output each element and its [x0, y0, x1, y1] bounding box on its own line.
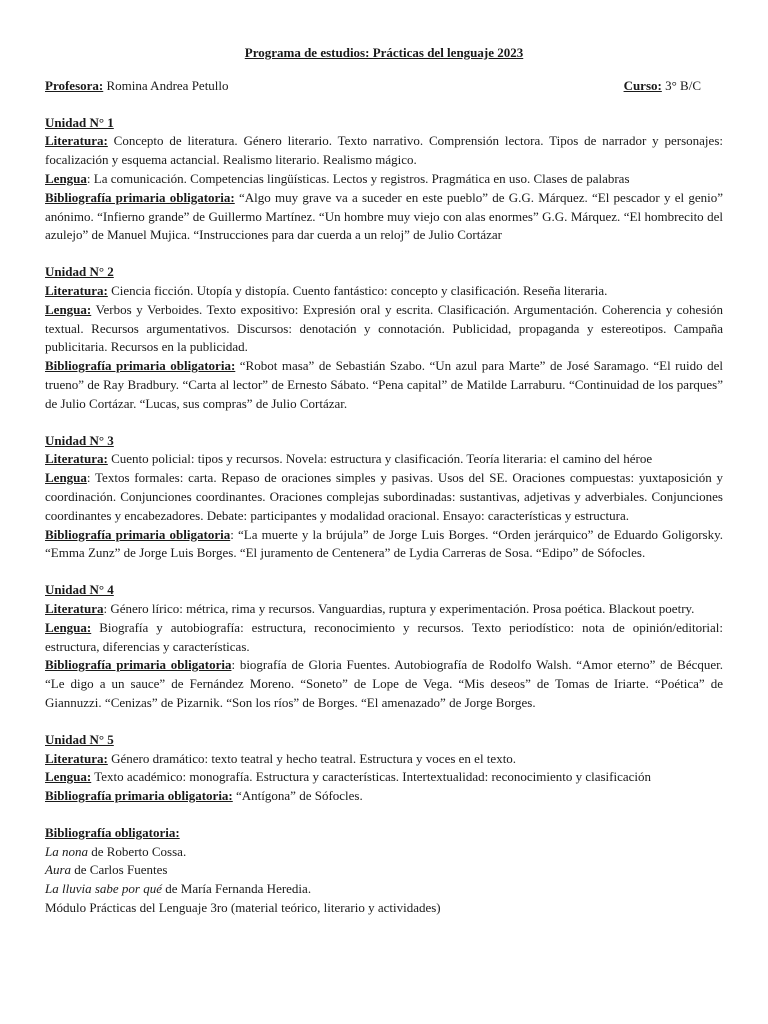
bibliografia-label: Bibliografía primaria obligatoria: [45, 788, 233, 804]
literatura-label: Literatura: [45, 133, 108, 149]
unit-5 [45, 731, 723, 806]
unit-lengua [45, 469, 723, 525]
curso-line [624, 77, 701, 96]
bibliography-item [45, 880, 723, 899]
unit-title: Unidad N° 2 [45, 264, 114, 280]
literatura-label: Literatura: [45, 282, 108, 298]
curso-value: 3° B/C [661, 77, 701, 93]
lengua-text: Verbos y Verboides. Texto expositivo: Expresión oral y escrita. Clasificación. Argumentación. Coherencia y cohesión textual. Recursos argumentativos. Discursos: denotación y connotación. Publicidad, propaganda y estereotipos. Campaña publicitaria. Recursos en la publicidad. [45, 301, 723, 355]
bibliography-author: de Roberto Cossa. [87, 843, 187, 859]
unit-bibliografia [45, 787, 723, 806]
bibliography-item [45, 843, 723, 862]
profesora-line [45, 77, 229, 96]
bibliography-modulo: Módulo Prácticas del Lenguaje 3ro (material teórico, literario y actividades) [45, 900, 441, 916]
bibliografia-label: Bibliografía primaria obligatoria: [45, 358, 236, 374]
literatura-text: Ciencia ficción. Utopía y distopía. Cuento fantástico: concepto y clasificación. Reseña literaria. [107, 282, 608, 298]
bibliography-item [45, 861, 723, 880]
unit-3 [45, 432, 723, 564]
literatura-text: Concepto de literatura. Género literario. Texto narrativo. Comprensión lectora. Tipos de narrador y personajes: focalización y esquema actancial. Realismo literario. Realismo mágico. [45, 133, 723, 168]
bibliografia-text: “Algo muy grave va a suceder en este pueblo” de G.G. Márquez. “El pescador y el genio” anónimo. “Infierno grande” de Guillermo Martínez. “Un hombre muy viejo con alas enormes” G.G. Márquez. “El hombrecito del azulejo” de Manuel Mujica. “Instrucciones para dar cuerda a un reloj” de Julio Cortázar [45, 189, 724, 243]
unit-literatura [45, 750, 723, 769]
unit-bibliografia [45, 189, 723, 245]
unit-title: Unidad N° 3 [45, 432, 114, 448]
unit-literatura [45, 600, 723, 619]
bibliografia-text: “Robot masa” de Sebastián Szabo. “Un azul para Marte” de José Saramago. “El ruido del trueno” de Ray Bradbury. “Carta al lector” de Ernesto Sábato. “Pena capital” de Matilde Larraburu. “Continuidad de los parques” de Julio Cortázar. “Lucas, sus compras” de Julio Cortázar. [45, 358, 724, 411]
unit-title: Unidad N° 5 [45, 731, 114, 747]
unit-title: Unidad N° 4 [45, 582, 114, 598]
profesora-value: Romina Andrea Petullo [103, 77, 229, 93]
unit-bibliografia [45, 526, 723, 564]
unit-lengua [45, 170, 723, 189]
unit-bibliografia [45, 357, 723, 413]
bibliography-work: La nona [45, 843, 88, 859]
lengua-text: Texto académico: monografía. Estructura y características. Intertextualidad: reconocimiento y clasificación [91, 769, 652, 785]
literatura-text: Cuento policial: tipos y recursos. Novela: estructura y clasificación. Teoría literaria: el camino del héroe [107, 451, 653, 467]
profesora-label: Profesora: [45, 77, 104, 93]
bibliografia-label: Bibliografía primaria obligatoria [45, 526, 231, 542]
bibliography-section [45, 824, 723, 918]
bibliografia-text: : “La muerte y la brújula” de Jorge Luis Borges. “Orden jerárquico” de Eduardo Goligorsky. “Emma Zunz” de Jorge Luis Borges. “El juramento de Centenera” de Lydia Carreras de Sosa. “Edipo” de Sófocles. [45, 526, 724, 561]
unit-2 [45, 263, 723, 413]
unit-lengua [45, 619, 723, 657]
literatura-label: Literatura [45, 600, 104, 616]
lengua-label: Lengua [45, 170, 87, 186]
bibliografia-label: Bibliografía primaria obligatoria: [45, 189, 235, 205]
unit-title: Unidad N° 1 [45, 114, 114, 130]
unit-lengua [45, 768, 723, 787]
unit-literatura [45, 132, 723, 170]
lengua-label: Lengua: [45, 619, 92, 635]
unit-bibliografia [45, 656, 723, 712]
lengua-label: Lengua [45, 470, 87, 486]
unit-literatura [45, 282, 723, 301]
unit-literatura [45, 450, 723, 469]
bibliografia-label: Bibliografía primaria obligatoria [45, 657, 232, 673]
bibliography-title: Bibliografía obligatoria: [45, 824, 180, 840]
literatura-label: Literatura: [45, 451, 108, 467]
lengua-text: : La comunicación. Competencias lingüísticas. Lectos y registros. Pragmática en uso. Clases de palabras [86, 170, 630, 186]
unit-4 [45, 581, 723, 713]
bibliography-work: Aura [45, 862, 71, 878]
literatura-text: Género dramático: texto teatral y hecho teatral. Estructura y voces en el texto. [107, 750, 517, 766]
lengua-text: : Textos formales: carta. Repaso de oraciones simples y pasivas. Usos del SE. Oraciones compuestas: yuxtaposición y coordinación. Conjunciones coordinantes. Oraciones complejas subordinadas: sustantivas, adjetivas y adverbiales. Conjunciones coordinantes y encabezadores. Debate: participantes y modalidad oracional. Ensayo: características y estructura. [45, 470, 723, 523]
unit-1 [45, 114, 723, 246]
unit-lengua [45, 301, 723, 357]
bibliografia-text: : biografía de Gloria Fuentes. Autobiografía de Rodolfo Walsh. “Amor eterno” de Bécquer. “Le digo a un sauce” de Fernández Moreno. “Soneto” de Lope de Vega. “Mis deseos” de Tomas de Iriarte. “Poética” de Giannuzzi. “Cenizas” de Pizarnik. “Son los ríos” de Borges. “El amenazado” de Jorge Borges. [45, 657, 723, 710]
curso-label: Curso: [623, 77, 662, 93]
literatura-label: Literatura: [45, 750, 108, 766]
lengua-label: Lengua: [45, 301, 92, 317]
lengua-label: Lengua: [45, 769, 92, 785]
bibliography-author: de Carlos Fuentes [71, 862, 168, 878]
document-title: Programa de estudios: Prácticas del lenguaje 2023 [244, 45, 524, 60]
literatura-text: : Género lírico: métrica, rima y recursos. Vanguardias, ruptura y experimentación. Prosa poética. Blackout poetry. [103, 600, 695, 616]
bibliography-work: La lluvia sabe por qué [45, 881, 162, 897]
document-header [45, 77, 723, 96]
lengua-text: Biografía y autobiografía: estructura, reconocimiento y recursos. Texto periodístico: nota de opinión/editorial: estructura, diferencias y características. [45, 619, 723, 654]
bibliografia-text: “Antígona” de Sófocles. [232, 788, 363, 804]
bibliography-author: de María Fernanda Heredia. [162, 881, 312, 897]
